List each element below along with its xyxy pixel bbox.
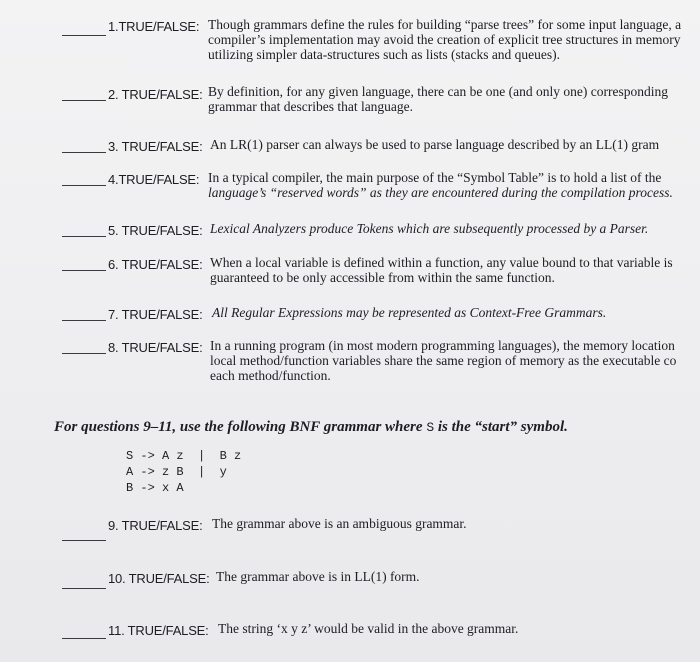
question-text-7: All Regular Expressions may be represented as Context-Free Grammars. xyxy=(212,305,607,320)
question-text-8: In a running program (in most modern programming languages), the memory location local method/function variables share the same region of memory as the executable co each method/function. xyxy=(210,338,677,383)
question-text-6: When a local variable is defined within a function, any value bound to that variable is guaranteed to be only accessible from within the same function. xyxy=(210,255,673,285)
answer-blank-6[interactable] xyxy=(62,270,106,271)
answer-blank-8[interactable] xyxy=(62,353,106,354)
question-label-11: 11. TRUE/FALSE: xyxy=(108,623,209,638)
question-label-5: 5. TRUE/FALSE: xyxy=(108,223,203,238)
question-label-10: 10. TRUE/FALSE: xyxy=(108,571,210,586)
answer-blank-4[interactable] xyxy=(62,185,106,186)
grammar-rule-b: B -> x A xyxy=(126,481,184,495)
answer-blank-3[interactable] xyxy=(62,152,106,153)
answer-blank-1[interactable] xyxy=(62,35,106,36)
answer-blank-9[interactable] xyxy=(62,540,106,541)
answer-blank-7[interactable] xyxy=(62,320,106,321)
question-label-3: 3. TRUE/FALSE: xyxy=(108,139,203,154)
grammar-rule-s: S -> A z | B z xyxy=(126,449,242,463)
question-text-5: Lexical Analyzers produce Tokens which are subsequently processed by a Parser. xyxy=(210,221,649,236)
question-label-7: 7. TRUE/FALSE: xyxy=(108,307,203,322)
question-text-4: In a typical compiler, the main purpose of the “Symbol Table” is to hold a list of the language’s “reserved words” as they are encountered during the compilation process. xyxy=(208,170,673,200)
question-label-2: 2. TRUE/FALSE: xyxy=(108,87,203,102)
question-text-3: An LR(1) parser can always be used to parse language described by an LL(1) gram xyxy=(210,137,660,152)
answer-blank-11[interactable] xyxy=(62,638,106,639)
answer-blank-5[interactable] xyxy=(62,236,106,237)
bnf-grammar xyxy=(126,448,241,496)
question-label-8: 8. TRUE/FALSE: xyxy=(108,340,203,355)
question-text-9: The grammar above is an ambiguous grammar. xyxy=(212,516,467,531)
question-text-1: Though grammars define the rules for building “parse trees” for some input language, a compiler’s implementation may avoid the creation of explicit tree structures in memory utilizing simpler data-structures such as lists (stacks and queues). xyxy=(208,17,682,62)
section-heading: For questions 9–11, use the following BNF grammar where S is the “start” symbol. xyxy=(54,419,568,435)
start-symbol: S xyxy=(426,420,435,435)
question-text-11: The string ‘x y z’ would be valid in the above grammar. xyxy=(218,621,519,636)
answer-blank-2[interactable] xyxy=(62,100,106,101)
question-text-2: By definition, for any given language, there can be one (and only one) corresponding grammar that describes that language. xyxy=(208,84,668,114)
question-label-9: 9. TRUE/FALSE: xyxy=(108,518,203,533)
question-label-4: 4.TRUE/FALSE: xyxy=(108,172,200,187)
answer-blank-10[interactable] xyxy=(62,588,106,589)
grammar-rule-a: A -> z B | y xyxy=(126,465,227,479)
question-text-10: The grammar above is in LL(1) form. xyxy=(216,569,420,584)
question-label-6: 6. TRUE/FALSE: xyxy=(108,257,203,272)
question-label-1: 1.TRUE/FALSE: xyxy=(108,19,200,34)
